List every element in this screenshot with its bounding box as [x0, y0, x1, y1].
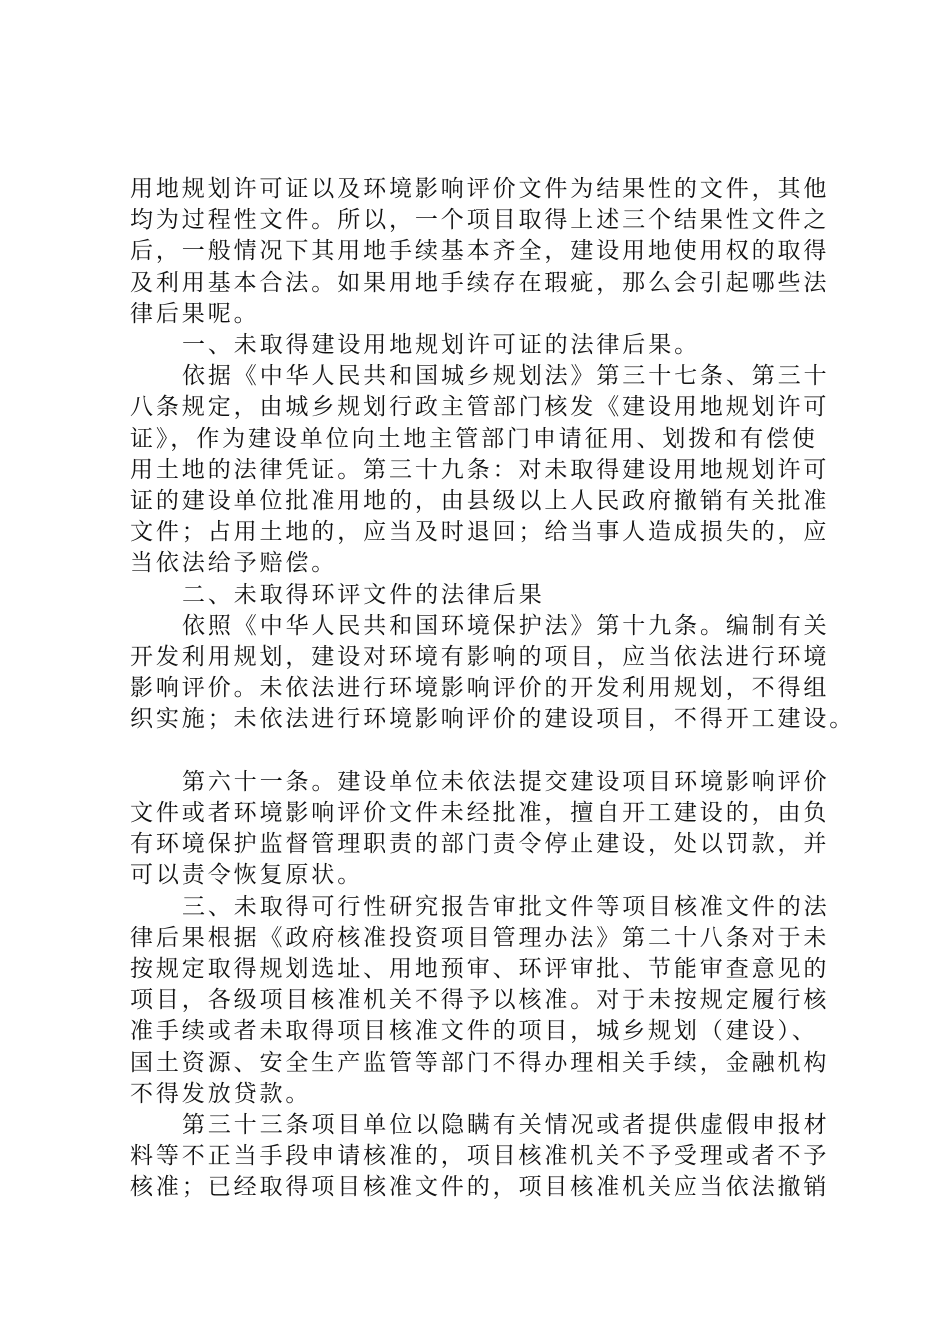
text-line: 均为过程性文件。所以，一个项目取得上述三个结果性文件之: [130, 207, 830, 234]
text-line: 影响评价。未依法进行环境影响评价的开发利用规划，不得组: [130, 675, 830, 702]
text-line: 用地规划许可证以及环境影响评价文件为结果性的文件，其他: [130, 176, 830, 202]
text-line: 八条规定，由城乡规划行政主管部门核发《建设用地规划许可: [130, 394, 830, 421]
text-line: 用土地的法律凭证。第三十九条：对未取得建设用地规划许可: [130, 456, 830, 483]
text-line: 国土资源、安全生产监管等部门不得办理相关手续，金融机构: [130, 1049, 830, 1076]
text-line: 有环境保护监督管理职责的部门责令停止建设，处以罚款，并: [130, 831, 830, 858]
document-body: [130, 174, 856, 1204]
text-line: 三、未取得可行性研究报告审批文件等项目核准文件的法: [182, 893, 830, 920]
text-line: 后，一般情况下其用地手续基本齐全，建设用地使用权的取得: [130, 238, 830, 265]
text-line: 一、未取得建设用地规划许可证的法律后果。: [182, 332, 700, 359]
text-line: 不得发放贷款。: [130, 1080, 312, 1107]
text-line: 织实施；未依法进行环境影响评价的建设项目，不得开工建设。: [130, 706, 856, 733]
text-line: 准手续或者未取得项目核准文件的项目，城乡规划（建设）、: [130, 1018, 818, 1045]
blank-line: [130, 736, 850, 767]
text-line: 第六十一条。建设单位未依法提交建设项目环境影响评价: [182, 768, 830, 795]
text-line: 依照《中华人民共和国环境保护法》第十九条。编制有关: [182, 612, 830, 639]
text-line: 可以责令恢复原状。: [130, 862, 364, 889]
text-line: 第三十三条项目单位以隐瞒有关情况或者提供虚假申报材: [182, 1112, 830, 1139]
text-line: 证》，作为建设单位向土地主管部门申请征用、划拨和有偿使: [130, 425, 818, 452]
text-line: 开发利用规划，建设对环境有影响的项目，应当依法进行环境: [130, 644, 830, 671]
text-line: 按规定取得规划选址、用地预审、环评审批、节能审查意见的: [130, 956, 830, 983]
text-line: 及利用基本合法。如果用地手续存在瑕疵，那么会引起哪些法: [130, 269, 830, 296]
text-line: 文件；占用土地的，应当及时退回；给当事人造成损失的，应: [130, 519, 830, 546]
text-line: 证的建设单位批准用地的，由县级以上人民政府撤销有关批准: [130, 488, 830, 515]
text-line: 二、未取得环评文件的法律后果: [182, 581, 545, 608]
text-line: 料等不正当手段申请核准的，项目核准机关不予受理或者不予: [130, 1143, 830, 1170]
text-line: 核准；已经取得项目核准文件的，项目核准机关应当依法撤销: [130, 1174, 830, 1201]
text-line: 律后果呢。: [130, 300, 260, 327]
text-line: 当依法给予赔偿。: [130, 550, 338, 577]
text-line: 文件或者环境影响评价文件未经批准，擅自开工建设的，由负: [130, 800, 830, 827]
text-line: 项目，各级项目核准机关不得予以核准。对于未按规定履行核: [130, 987, 830, 1014]
text-line: 律后果根据《政府核准投资项目管理办法》第二十八条对于未: [130, 924, 830, 951]
text-line: 依据《中华人民共和国城乡规划法》第三十七条、第三十: [182, 363, 830, 390]
